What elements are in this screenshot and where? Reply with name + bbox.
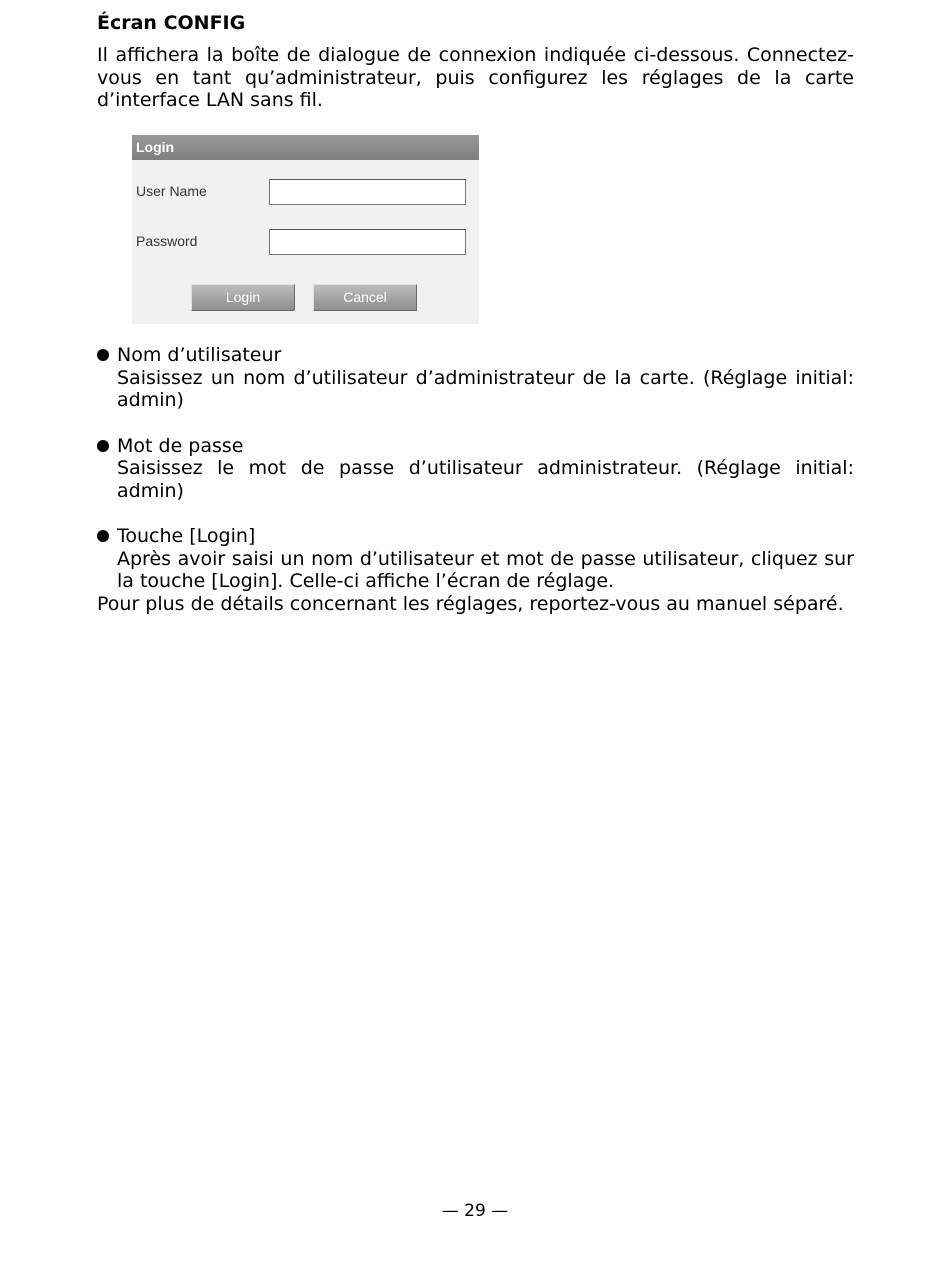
bullet-list: [97, 344, 854, 616]
section-heading: Écran CONFIG: [97, 12, 246, 34]
list-item: [97, 525, 854, 593]
document-body: [97, 10, 854, 112]
cancel-button[interactable]: Cancel: [313, 284, 417, 311]
page-number: — 29 —: [441, 1201, 509, 1221]
login-dialog-screenshot: [132, 135, 479, 324]
list-item: [97, 344, 854, 412]
bullet-body: Saisissez un nom d’utilisateur d’administrateur de la carte. (Réglage initial: admin): [117, 366, 854, 411]
password-label: Password: [136, 233, 198, 249]
list-item: [97, 435, 854, 503]
bullet-icon: [97, 440, 109, 452]
username-label: User Name: [136, 183, 207, 199]
bullet-title: Nom d’utilisateur: [117, 344, 282, 366]
bullet-icon: [97, 349, 109, 361]
closing-paragraph: Pour plus de détails concernant les réglages, reportez-vous au manuel séparé.: [97, 593, 844, 615]
password-field[interactable]: [269, 229, 466, 255]
login-button[interactable]: Login: [191, 284, 295, 311]
username-field[interactable]: [269, 179, 466, 205]
bullet-body: Après avoir saisi un nom d’utilisateur et mot de passe utilisateur, cliquez sur la touche [Login]. Celle-ci affiche l’écran de réglage.: [117, 547, 854, 592]
bullet-title: Mot de passe: [117, 434, 244, 457]
bullet-body: Saisissez le mot de passe d’utilisateur administrateur. (Réglage initial: admin): [117, 457, 854, 502]
bullet-title: Touche [Login]: [117, 525, 256, 547]
intro-paragraph: Il affichera la boîte de dialogue de connexion indiquée ci-dessous. Connectez-vous en tant qu’administrateur, puis configurez les réglages de la carte d’interface LAN sans fil.: [97, 44, 854, 111]
login-dialog-title: Login: [132, 135, 479, 160]
bullet-icon: [97, 530, 109, 542]
